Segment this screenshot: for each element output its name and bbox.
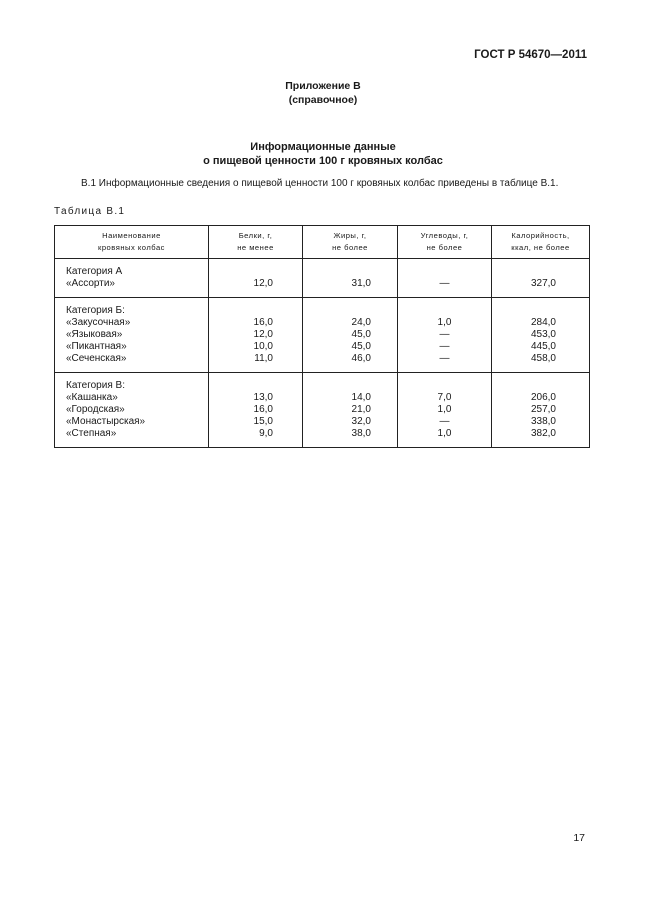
cell-fat: 32,0 (303, 416, 398, 428)
cell-fat: 24,0 (303, 317, 398, 329)
cell-protein (209, 259, 303, 279)
cell-protein: 15,0 (209, 416, 303, 428)
cell-carbs: — (398, 329, 492, 341)
cell-name: «Пикантная» (55, 341, 209, 353)
section-title-line1: Информационные данные (250, 141, 396, 153)
cell-kcal: 382,0 (492, 428, 590, 448)
cell-fat: 45,0 (303, 329, 398, 341)
document-code: ГОСТ Р 54670—2011 (474, 49, 587, 61)
cell-name: «Языковая» (55, 329, 209, 341)
cell-fat: 38,0 (303, 428, 398, 448)
cell-name: «Городская» (55, 404, 209, 416)
cell-fat (303, 298, 398, 318)
table-row (55, 278, 590, 298)
nutrition-table (54, 225, 590, 448)
cell-name: «Монастырская» (55, 416, 209, 428)
header-name-line2: кровяных колбас (98, 243, 165, 252)
cell-kcal (492, 298, 590, 318)
page-number: 17 (573, 832, 585, 844)
header-name (55, 226, 209, 259)
cell-protein: 12,0 (209, 329, 303, 341)
cell-name: Категория А (55, 259, 209, 279)
cell-kcal: 284,0 (492, 317, 590, 329)
cell-name: «Кашанка» (55, 392, 209, 404)
header-carbs-line2: не более (426, 243, 463, 252)
header-kcal-line2: ккал, не более (511, 243, 570, 252)
cell-fat: 31,0 (303, 278, 398, 298)
table-caption: Таблица В.1 (54, 206, 126, 217)
table-row (55, 341, 590, 353)
header-carbs (398, 226, 492, 259)
intro-paragraph: В.1 Информационные сведения о пищевой ценности 100 г кровяных колбас приведены в таблице В.1. (81, 178, 559, 189)
header-kcal-line1: Калорийность, (511, 231, 570, 240)
cell-name: «Сеченская» (55, 353, 209, 373)
cell-protein: 12,0 (209, 278, 303, 298)
cell-carbs (398, 259, 492, 279)
cell-protein: 16,0 (209, 317, 303, 329)
cell-kcal (492, 373, 590, 393)
cell-name: Категория В: (55, 373, 209, 393)
table-row (55, 428, 590, 448)
cell-kcal: 445,0 (492, 341, 590, 353)
cell-protein (209, 298, 303, 318)
table-row (55, 259, 590, 279)
cell-protein: 9,0 (209, 428, 303, 448)
header-protein (209, 226, 303, 259)
cell-protein: 11,0 (209, 353, 303, 373)
header-carbs-line1: Углеводы, г, (420, 231, 469, 240)
cell-carbs: 7,0 (398, 392, 492, 404)
cell-kcal: 206,0 (492, 392, 590, 404)
cell-carbs: — (398, 353, 492, 373)
section-title-line2: о пищевой ценности 100 г кровяных колбас (203, 155, 443, 167)
cell-carbs: — (398, 278, 492, 298)
appendix-subtitle: (справочное) (288, 94, 358, 106)
cell-fat (303, 259, 398, 279)
cell-name: «Степная» (55, 428, 209, 448)
cell-kcal (492, 259, 590, 279)
table-row (55, 416, 590, 428)
cell-fat (303, 373, 398, 393)
header-name-line1: Наименование (102, 231, 161, 240)
header-protein-line1: Белки, г, (238, 231, 273, 240)
cell-fat: 46,0 (303, 353, 398, 373)
table-row (55, 392, 590, 404)
table-row (55, 317, 590, 329)
header-fat (303, 226, 398, 259)
header-protein-line2: не менее (237, 243, 274, 252)
cell-carbs: 1,0 (398, 404, 492, 416)
cell-protein: 16,0 (209, 404, 303, 416)
cell-kcal: 453,0 (492, 329, 590, 341)
cell-carbs: — (398, 416, 492, 428)
table-row (55, 404, 590, 416)
appendix-title: Приложение В (285, 80, 361, 92)
cell-carbs: — (398, 341, 492, 353)
cell-name: «Ассорти» (55, 278, 209, 298)
table-row (55, 329, 590, 341)
cell-kcal: 458,0 (492, 353, 590, 373)
cell-fat: 45,0 (303, 341, 398, 353)
cell-protein (209, 373, 303, 393)
cell-kcal: 338,0 (492, 416, 590, 428)
cell-carbs (398, 298, 492, 318)
cell-protein: 10,0 (209, 341, 303, 353)
table-header-row (55, 226, 590, 259)
header-kcal (492, 226, 590, 259)
table-row (55, 298, 590, 318)
cell-name: Категория Б: (55, 298, 209, 318)
cell-protein: 13,0 (209, 392, 303, 404)
cell-fat: 21,0 (303, 404, 398, 416)
cell-carbs (398, 373, 492, 393)
cell-kcal: 257,0 (492, 404, 590, 416)
header-fat-line2: не более (332, 243, 368, 252)
header-fat-line1: Жиры, г, (333, 231, 367, 240)
cell-fat: 14,0 (303, 392, 398, 404)
table-row (55, 353, 590, 373)
cell-carbs: 1,0 (398, 428, 492, 448)
cell-name: «Закусочная» (55, 317, 209, 329)
cell-kcal: 327,0 (492, 278, 590, 298)
cell-carbs: 1,0 (398, 317, 492, 329)
table-row (55, 373, 590, 393)
